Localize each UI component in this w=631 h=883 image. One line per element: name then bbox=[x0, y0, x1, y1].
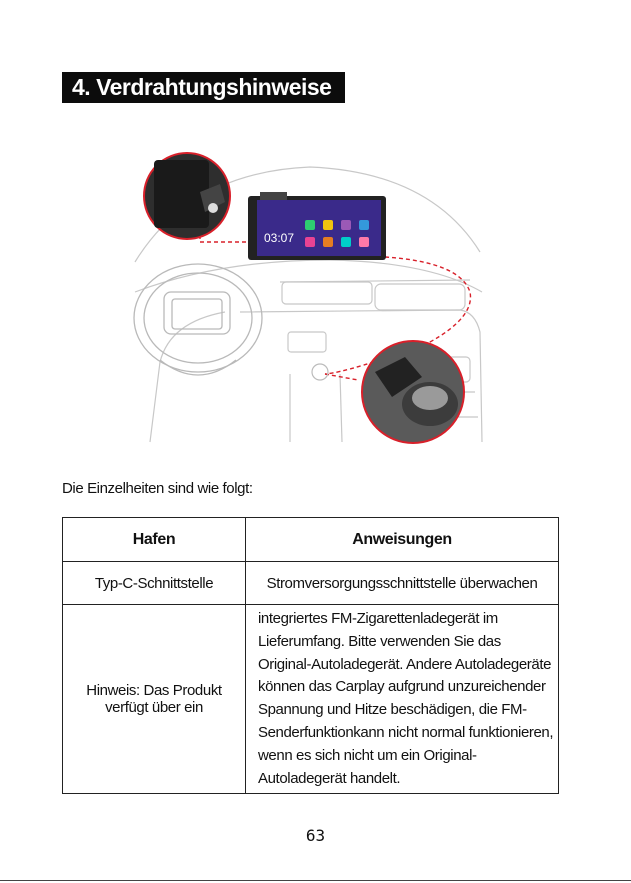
head-unit-time: 03:07 bbox=[264, 231, 295, 245]
car-dashboard-illustration bbox=[130, 142, 485, 447]
cell-port: Typ-C-Schnittstelle bbox=[63, 562, 246, 605]
table-header-row bbox=[63, 518, 559, 562]
page-number: 63 bbox=[305, 826, 326, 845]
table-row bbox=[63, 605, 559, 794]
bottom-divider bbox=[0, 880, 631, 881]
cell-port: Hinweis: Das Produkt verfügt über ein bbox=[63, 605, 246, 794]
intro-text: Die Einzelheiten sind wie folgt: bbox=[62, 480, 253, 497]
section-title: 4. Verdrahtungshinweise bbox=[62, 72, 345, 103]
table-row bbox=[63, 562, 559, 605]
wiring-table bbox=[62, 517, 559, 794]
cell-instruction: Stromversorgungsschnittstelle überwachen bbox=[246, 562, 559, 605]
header-port: Hafen bbox=[63, 518, 246, 562]
header-instructions: Anweisungen bbox=[246, 518, 559, 562]
cell-instruction: integriertes FM-Zigarettenladegerät im Lieferumfang. Bitte verwenden Sie das Original-Autoladegerät. Andere Autoladegeräte können das Carplay aufgrund unzureichender Spannung und Hitze beschädigen, die FM-Senderfunktionkann nicht normal funktionieren, wenn es sich nicht um ein Original-Autoladegerät handelt. bbox=[246, 605, 559, 794]
